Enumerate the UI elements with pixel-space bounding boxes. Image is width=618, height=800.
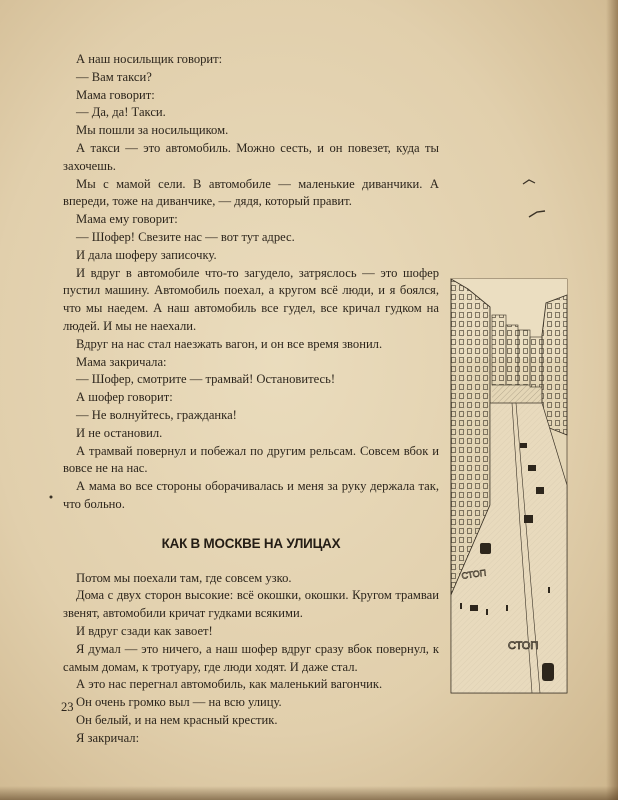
- paragraph: И дала шоферу записочку.: [76, 247, 217, 262]
- paragraph: Он очень громко выл — на всю улицу.: [76, 695, 282, 710]
- bottom-paragraphs: [63, 570, 439, 748]
- paragraph: Дома с двух сторон высокие: всё окошки, окошки. Кругом трамваи звенят, автомобили кричат гудками всякими.: [63, 588, 439, 621]
- road-sign-bottom: СТОП: [508, 640, 539, 652]
- paragraph: Мы пошли за носильщиком.: [76, 123, 229, 138]
- page-number: 23: [61, 700, 74, 714]
- paragraph: — Да, да! Такси.: [76, 105, 166, 120]
- paragraph: Я думал — это ничего, а наш шофер вдруг сразу вбок повернул, к самым домам, к тротуару, где люди ходят. И даже стал.: [63, 641, 439, 674]
- paragraph: А шофер говорит:: [76, 390, 173, 405]
- paragraph: Мама закричала:: [76, 354, 167, 369]
- paragraph: А мама во все стороны оборачивалась и меня за руку держала так, что больно.: [63, 479, 439, 511]
- paragraph: И вдруг сзади как завоет!: [76, 623, 213, 638]
- road-sign-top: СТОП: [460, 567, 487, 581]
- paragraph: Вдруг на нас стал наезжать вагон, и он все время звонил.: [76, 336, 383, 351]
- paragraph: И не остановил.: [76, 425, 163, 440]
- paragraph: Мама ему говорит:: [76, 212, 178, 227]
- paragraph: А наш носильщик говорит:: [76, 52, 223, 66]
- paragraph: Мы с мамой сели. В автомобиле — маленькие диванчики. А впереди, тоже на диванчике, — дядя, который правит.: [63, 176, 439, 209]
- paragraph: И вдруг в автомобиле что-то загудело, затряслось — это шофер пустил машину. Автомобиль поехал, а кругом всё люди, и я боялся, что мы наедем. А наш автомобиль все гудел, все кричал гудком на людей. И мы не наехали.: [63, 265, 439, 333]
- paragraph: — Вам такси?: [76, 69, 152, 84]
- paragraph: — Шофер, смотрите — трамвай! Остановитесь!: [76, 372, 336, 387]
- paragraph: Потом мы поехали там, где совсем узко.: [76, 570, 292, 585]
- street-illustration: [450, 275, 568, 695]
- paragraph: Я закричал:: [76, 730, 140, 745]
- bird-mark-icon: [528, 209, 546, 219]
- paragraph: — Не волнуйтесь, гражданка!: [76, 407, 237, 422]
- page-edge-shadow: [606, 0, 618, 800]
- chapter-heading: КАК В МОСКВЕ НА УЛИЦАХ: [161, 535, 341, 551]
- paragraph: Он белый, и на нем красный крестик.: [76, 712, 278, 727]
- paragraph: А трамвай повернул и побежал по другим рельсам. Совсем вбок и вовсе не на нас.: [63, 443, 439, 476]
- ink-speck-icon: [48, 494, 54, 500]
- paragraph: А такси — это автомобиль. Можно сесть, и он повезет, куда ты захочешь.: [63, 140, 439, 173]
- paragraph: А это нас перегнал автомобиль, как маленький вагончик.: [76, 677, 383, 692]
- paragraph: — Шофер! Свезите нас — вот тут адрес.: [76, 229, 295, 244]
- page-bottom-shadow: [0, 786, 618, 800]
- paragraph: Мама говорит:: [76, 87, 155, 102]
- bird-mark-icon: [522, 178, 536, 186]
- main-text-column: [63, 51, 439, 747]
- top-paragraphs: [63, 51, 439, 514]
